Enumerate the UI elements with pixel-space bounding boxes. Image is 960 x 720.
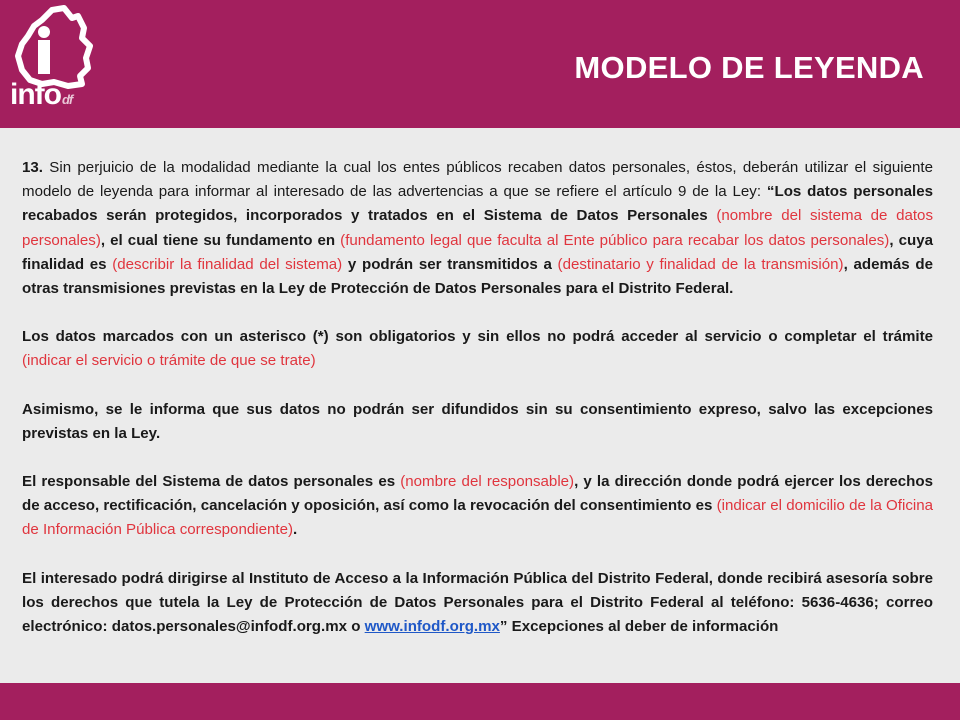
p4-derechos: , y la dirección donde podrá ejercer los derechos de acceso, rectificación, cancelación y oposición, así como la revocación del consentimiento es <box>22 473 934 515</box>
infodf-website-link[interactable]: www.infodf.org.mx <box>364 618 500 636</box>
p1-transmitidos: y podrán ser transmitidos a <box>342 255 552 273</box>
content-panel <box>0 128 960 683</box>
legend-text <box>22 156 933 663</box>
p2-text: Los datos marcados con un asterisco (*) son obligatorios y sin ellos no podrá acceder al servicio o completar el trámite <box>22 328 933 346</box>
p2-placeholder-service: (indicar el servicio o trámite de que se trate) <box>22 352 316 370</box>
logo-text: info <box>10 78 61 111</box>
p4-text: El responsable del Sistema de datos personales es <box>22 473 396 491</box>
logo-subtext: df <box>61 92 73 107</box>
p3-text: Asimismo, se le informa que sus datos no podrán ser difundidos sin su consentimiento expreso, salvo las excepciones previstas en la Ley. <box>22 400 933 442</box>
p5-text: El interesado podrá dirigirse al Instituto de Acceso a la Información Pública del Distrito Federal, donde recibirá asesoría sobre los derechos que tutela la Ley de Protección de Datos Personales para el Distrito Federal al teléfono: 5636-4636; correo electrónico: datos.personales@infodf.org.mx o <box>22 569 933 636</box>
footer-band <box>0 690 960 720</box>
p1-finalidad: , cuya finalidad es <box>22 231 933 273</box>
p4-placeholder-address: (indicar el domicilio de la Oficina de Información Pública correspondiente) <box>22 497 934 539</box>
paragraph-contacto <box>22 567 933 640</box>
p1-fundamento: , el cual tiene su fundamento en <box>100 231 336 249</box>
p1-quote-start: “Los datos personales recabados serán protegidos, incorporados y tratados en el Sistema de Datos Personales <box>22 183 933 225</box>
paragraph-difusion <box>22 398 933 446</box>
p1-placeholder-system: (nombre del sistema de datos personales) <box>22 207 933 249</box>
p1-intro: Sin perjuicio de la modalidad mediante la cual los entes públicos recaben datos personales, éstos, deberán utilizar el siguiente modelo de leyenda para informar al interesado de las advertencias a que se refiere el artículo 9 de la Ley: <box>22 159 933 201</box>
page-title: MODELO DE LEYENDA <box>574 50 924 85</box>
paragraph-asterisk <box>22 325 933 373</box>
logo-wordmark <box>10 78 72 112</box>
p1-placeholder-recipient: (destinatario y finalidad de la transmisión) <box>551 255 844 273</box>
p1-placeholder-purpose: (describir la finalidad del sistema) <box>106 255 343 273</box>
p4-period: . <box>293 521 298 539</box>
p4-placeholder-responsible: (nombre del responsable) <box>395 473 575 491</box>
paragraph-responsable <box>22 470 933 543</box>
p1-closing: , además de otras transmisiones previstas en la Ley de Protección de Datos Personales para el Distrito Federal. <box>22 255 933 298</box>
p1-placeholder-legal: (fundamento legal que faculta al Ente público para recabar los datos personales) <box>335 231 890 249</box>
p5-closing: ” Excepciones al deber de información <box>499 618 779 636</box>
paragraph-number: 13. <box>22 159 43 176</box>
header-band <box>0 0 960 124</box>
paragraph-13 <box>22 156 933 301</box>
